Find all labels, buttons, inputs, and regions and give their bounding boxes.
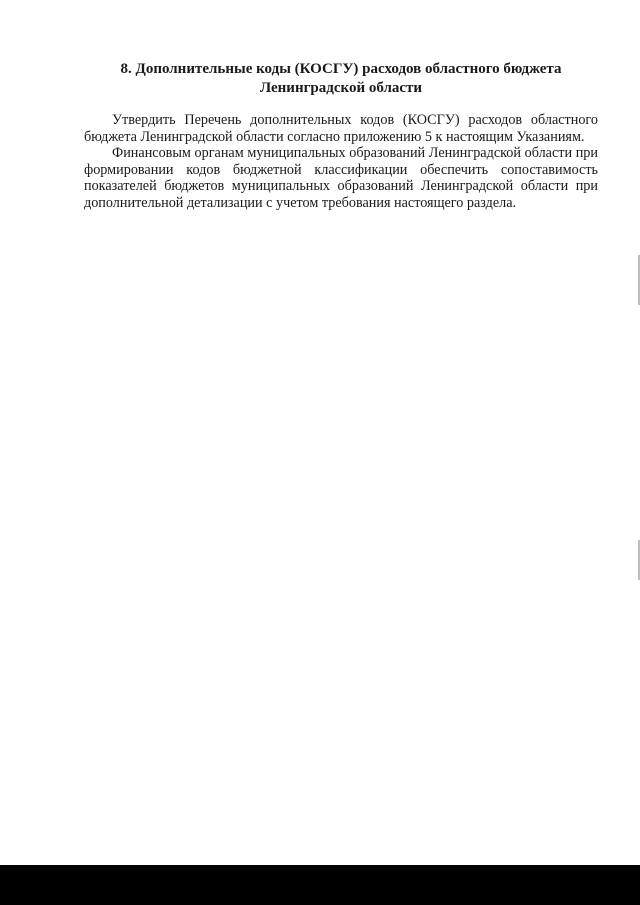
section-heading-line-2: Ленинградской области [259, 80, 423, 96]
paragraph-approve-list: Утвердить Перечень дополнительных кодов (КОСГУ) расходов областного бюджета Ленинградской области согласно приложению 5 к настоящим Указаниям. [84, 112, 598, 145]
scan-bottom-border [0, 865, 640, 905]
section-heading [84, 60, 598, 98]
section-heading-line-1: 8. Дополнительные коды (КОСГУ) расходов областного бюджета [120, 61, 562, 77]
document-content [84, 60, 598, 212]
paragraph-financial-bodies: Финансовым органам муниципальных образований Ленинградской области при формировании кодов бюджетной классификации обеспечить сопоставимость показателей бюджетов муниципальных образований Ленинградской области при дополнительной детализации с учетом требования настоящего раздела. [84, 145, 598, 211]
